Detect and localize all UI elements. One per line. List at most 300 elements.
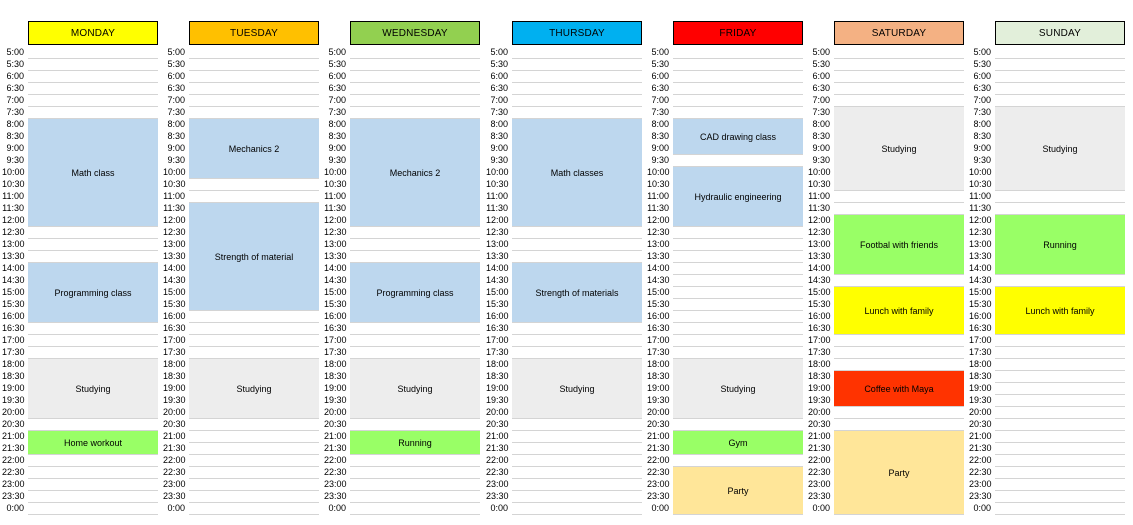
time-label: 9:00 [6, 143, 24, 153]
time-label: 15:00 [2, 287, 25, 297]
grid-line [995, 358, 1125, 359]
grid-line [834, 70, 964, 71]
grid-line [673, 238, 803, 239]
grid-line [995, 478, 1125, 479]
time-label: 8:30 [328, 131, 346, 141]
grid-line [673, 418, 803, 419]
event-title: Studying [75, 383, 111, 394]
grid-line [673, 514, 803, 515]
time-label: 23:00 [324, 479, 347, 489]
event-block[interactable] [512, 359, 642, 418]
grid-line [350, 94, 480, 95]
time-label: 14:00 [808, 263, 831, 273]
grid-line [28, 454, 158, 455]
grid-line [189, 478, 319, 479]
grid-line [28, 514, 158, 515]
grid-line [350, 454, 480, 455]
grid-line [673, 58, 803, 59]
grid-line [995, 58, 1125, 59]
time-label: 12:30 [163, 227, 186, 237]
time-label: 6:00 [651, 71, 669, 81]
grid-line [512, 502, 642, 503]
grid-line [995, 430, 1125, 431]
time-label: 13:30 [486, 251, 509, 261]
time-label: 7:30 [651, 107, 669, 117]
time-label: 15:00 [486, 287, 509, 297]
grid-line [350, 322, 480, 323]
time-label: 10:00 [163, 167, 186, 177]
time-label: 5:30 [490, 59, 508, 69]
time-label: 11:30 [2, 203, 24, 213]
time-label: 11:00 [163, 191, 185, 201]
event-title: Math class [71, 167, 115, 178]
time-label: 12:00 [647, 215, 670, 225]
time-label: 12:30 [324, 227, 347, 237]
grid-line [995, 418, 1125, 419]
time-label: 18:30 [647, 371, 670, 381]
time-label: 22:30 [2, 467, 25, 477]
time-label: 22:00 [647, 455, 670, 465]
event-block[interactable] [995, 107, 1125, 190]
time-label: 10:00 [2, 167, 25, 177]
event-block[interactable] [512, 119, 642, 226]
time-label: 20:30 [647, 419, 670, 429]
time-label: 15:00 [647, 287, 670, 297]
event-title: Strength of material [214, 251, 294, 262]
event-title: Party [888, 467, 910, 478]
time-label: 16:30 [808, 323, 831, 333]
time-label: 15:30 [2, 299, 25, 309]
time-label: 16:30 [486, 323, 509, 333]
time-label: 6:00 [167, 71, 185, 81]
time-label: 16:00 [324, 311, 347, 321]
time-label: 17:30 [969, 347, 992, 357]
grid-line [189, 466, 319, 467]
grid-line [189, 454, 319, 455]
time-label: 6:30 [167, 83, 185, 93]
time-label: 5:00 [167, 47, 185, 57]
day-header-sunday: SUNDAY [995, 21, 1125, 45]
event-title: CAD drawing class [699, 131, 777, 142]
grid-line [512, 226, 642, 227]
time-label: 17:30 [324, 347, 347, 357]
grid-line [512, 250, 642, 251]
time-label: 7:00 [167, 95, 185, 105]
time-label: 17:00 [969, 335, 992, 345]
time-label: 23:00 [647, 479, 670, 489]
time-label: 5:30 [651, 59, 669, 69]
time-label: 7:00 [328, 95, 346, 105]
grid-line [512, 106, 642, 107]
time-label: 14:30 [808, 275, 831, 285]
grid-line [834, 274, 964, 275]
grid-line [512, 430, 642, 431]
time-label: 16:00 [969, 311, 992, 321]
time-label: 19:00 [163, 383, 186, 393]
time-label: 14:00 [969, 263, 992, 273]
time-label: 10:30 [808, 179, 831, 189]
time-label: 21:30 [324, 443, 347, 453]
event-block[interactable] [189, 359, 319, 418]
time-label: 18:30 [486, 371, 509, 381]
time-label: 22:30 [969, 467, 992, 477]
time-label: 19:00 [969, 383, 992, 393]
time-label: 6:30 [328, 83, 346, 93]
time-label: 9:30 [973, 155, 991, 165]
time-label: 5:00 [812, 47, 830, 57]
time-label: 9:30 [651, 155, 669, 165]
time-label: 9:30 [328, 155, 346, 165]
grid-line [28, 334, 158, 335]
grid-line [28, 58, 158, 59]
grid-line [834, 334, 964, 335]
time-label: 11:00 [2, 191, 24, 201]
time-label: 7:30 [973, 107, 991, 117]
time-label: 18:30 [163, 371, 186, 381]
grid-line [834, 82, 964, 83]
grid-line [512, 346, 642, 347]
time-label: 10:00 [969, 167, 992, 177]
grid-line [512, 490, 642, 491]
time-label: 9:00 [167, 143, 185, 153]
time-label: 17:30 [647, 347, 670, 357]
time-label: 10:30 [2, 179, 25, 189]
time-label: 16:30 [324, 323, 347, 333]
grid-line [350, 82, 480, 83]
time-label: 0:00 [167, 503, 185, 513]
time-label: 21:00 [324, 431, 347, 441]
event-block[interactable] [189, 119, 319, 178]
time-label: 21:00 [808, 431, 831, 441]
time-label: 18:30 [2, 371, 25, 381]
time-label: 6:00 [490, 71, 508, 81]
grid-line [28, 82, 158, 83]
grid-line [512, 514, 642, 515]
grid-line [512, 442, 642, 443]
grid-line [673, 310, 803, 311]
time-label: 21:30 [647, 443, 670, 453]
time-label: 7:00 [812, 95, 830, 105]
grid-line [834, 406, 964, 407]
event-block[interactable] [673, 119, 803, 154]
event-block[interactable] [673, 359, 803, 418]
event-block[interactable] [673, 467, 803, 514]
time-label: 17:30 [2, 347, 25, 357]
time-label: 13:30 [324, 251, 347, 261]
time-label: 10:30 [486, 179, 509, 189]
grid-line [189, 322, 319, 323]
grid-line [834, 418, 964, 419]
time-label: 20:30 [486, 419, 509, 429]
grid-line [673, 298, 803, 299]
grid-line [995, 334, 1125, 335]
time-label: 16:00 [2, 311, 25, 321]
time-label: 6:30 [490, 83, 508, 93]
time-label: 8:30 [651, 131, 669, 141]
grid-line [189, 106, 319, 107]
time-label: 5:30 [167, 59, 185, 69]
event-title: Studying [236, 383, 272, 394]
time-label: 21:30 [486, 443, 509, 453]
time-label: 21:30 [808, 443, 831, 453]
grid-line [28, 322, 158, 323]
time-label: 20:00 [486, 407, 509, 417]
event-block[interactable] [350, 431, 480, 454]
time-label: 11:30 [163, 203, 185, 213]
grid-line [995, 70, 1125, 71]
event-block[interactable] [28, 431, 158, 454]
time-label: 0:00 [973, 503, 991, 513]
time-label: 18:30 [324, 371, 347, 381]
time-label: 15:00 [969, 287, 992, 297]
grid-line [995, 406, 1125, 407]
time-label: 23:00 [969, 479, 992, 489]
grid-line [512, 454, 642, 455]
time-label: 5:00 [651, 47, 669, 57]
time-label: 8:00 [973, 119, 991, 129]
time-label: 22:30 [163, 467, 186, 477]
grid-line [28, 490, 158, 491]
event-block[interactable] [834, 215, 964, 274]
time-label: 0:00 [812, 503, 830, 513]
event-title: Running [398, 437, 432, 448]
grid-line [28, 478, 158, 479]
event-block[interactable] [995, 287, 1125, 334]
time-label: 11:00 [808, 191, 830, 201]
time-label: 16:30 [2, 323, 25, 333]
event-block[interactable] [834, 431, 964, 514]
time-label: 6:00 [973, 71, 991, 81]
event-block[interactable] [834, 287, 964, 334]
grid-line [995, 454, 1125, 455]
grid-line [350, 238, 480, 239]
grid-line [834, 358, 964, 359]
grid-line [189, 346, 319, 347]
time-label: 21:30 [969, 443, 992, 453]
time-label: 15:30 [647, 299, 670, 309]
time-label: 14:30 [486, 275, 509, 285]
time-label: 18:30 [808, 371, 831, 381]
event-title: Lunch with family [864, 305, 934, 316]
time-label: 20:00 [163, 407, 186, 417]
time-label: 18:00 [486, 359, 509, 369]
grid-line [995, 382, 1125, 383]
grid-line [350, 70, 480, 71]
grid-line [995, 82, 1125, 83]
time-label: 22:00 [2, 455, 25, 465]
grid-line [189, 490, 319, 491]
event-title: Studying [397, 383, 433, 394]
time-label: 20:30 [969, 419, 992, 429]
time-label: 23:00 [808, 479, 831, 489]
grid-line [995, 514, 1125, 515]
time-label: 23:30 [969, 491, 992, 501]
event-title: Programming class [54, 287, 132, 298]
time-label: 20:00 [969, 407, 992, 417]
event-block[interactable] [28, 359, 158, 418]
event-title: Mechanics 2 [389, 167, 441, 178]
grid-line [673, 262, 803, 263]
time-label: 11:30 [486, 203, 508, 213]
time-label: 0:00 [651, 503, 669, 513]
time-label: 5:00 [973, 47, 991, 57]
time-label: 8:00 [328, 119, 346, 129]
time-label: 18:30 [969, 371, 992, 381]
time-label: 10:00 [324, 167, 347, 177]
time-label: 21:00 [969, 431, 992, 441]
grid-line [350, 478, 480, 479]
time-label: 11:30 [647, 203, 669, 213]
grid-line [189, 190, 319, 191]
time-label: 18:00 [324, 359, 347, 369]
time-label: 19:30 [647, 395, 670, 405]
day-header-saturday: SATURDAY [834, 21, 964, 45]
time-label: 13:00 [2, 239, 25, 249]
time-label: 8:00 [651, 119, 669, 129]
grid-line [28, 502, 158, 503]
time-label: 20:00 [647, 407, 670, 417]
grid-line [189, 94, 319, 95]
time-label: 19:00 [324, 383, 347, 393]
time-label: 14:00 [647, 263, 670, 273]
time-label: 9:00 [328, 143, 346, 153]
time-label: 16:00 [163, 311, 186, 321]
time-label: 6:30 [651, 83, 669, 93]
grid-line [512, 70, 642, 71]
event-block[interactable] [189, 203, 319, 310]
event-block[interactable] [834, 371, 964, 406]
event-block[interactable] [834, 107, 964, 190]
grid-line [995, 94, 1125, 95]
time-label: 20:30 [808, 419, 831, 429]
grid-line [350, 418, 480, 419]
event-title: Running [1043, 239, 1077, 250]
time-label: 10:00 [647, 167, 670, 177]
grid-line [350, 502, 480, 503]
time-label: 10:00 [808, 167, 831, 177]
time-label: 23:00 [486, 479, 509, 489]
event-block[interactable] [350, 119, 480, 226]
time-label: 22:00 [808, 455, 831, 465]
event-block[interactable] [673, 167, 803, 226]
grid-line [512, 418, 642, 419]
time-label: 7:30 [812, 107, 830, 117]
grid-line [350, 106, 480, 107]
time-label: 15:00 [163, 287, 186, 297]
time-label: 14:00 [486, 263, 509, 273]
time-label: 9:00 [490, 143, 508, 153]
time-label: 15:30 [808, 299, 831, 309]
time-label: 5:00 [6, 47, 24, 57]
time-label: 7:00 [490, 95, 508, 105]
time-label: 9:00 [812, 143, 830, 153]
time-label: 17:00 [808, 335, 831, 345]
time-label: 17:30 [486, 347, 509, 357]
time-label: 8:00 [6, 119, 24, 129]
time-label: 19:00 [2, 383, 25, 393]
time-label: 15:30 [324, 299, 347, 309]
time-label: 16:00 [647, 311, 670, 321]
time-label: 6:30 [973, 83, 991, 93]
grid-line [189, 334, 319, 335]
time-label: 14:30 [324, 275, 347, 285]
grid-line [512, 466, 642, 467]
grid-line [350, 250, 480, 251]
time-label: 22:00 [324, 455, 347, 465]
event-block[interactable] [350, 359, 480, 418]
grid-line [673, 154, 803, 155]
time-label: 22:30 [486, 467, 509, 477]
event-block[interactable] [995, 215, 1125, 274]
time-label: 7:00 [651, 95, 669, 105]
time-label: 20:00 [2, 407, 25, 417]
grid-line [673, 454, 803, 455]
time-label: 9:00 [651, 143, 669, 153]
event-block[interactable] [512, 263, 642, 322]
grid-line [28, 250, 158, 251]
event-title: Math classes [550, 167, 604, 178]
event-title: Studying [881, 143, 917, 154]
time-label: 18:00 [969, 359, 992, 369]
grid-line [189, 430, 319, 431]
grid-line [673, 70, 803, 71]
time-label: 13:30 [647, 251, 670, 261]
time-label: 23:00 [2, 479, 25, 489]
event-block[interactable] [673, 431, 803, 454]
time-label: 13:30 [163, 251, 186, 261]
grid-line [995, 274, 1125, 275]
time-label: 11:30 [324, 203, 346, 213]
time-label: 9:30 [812, 155, 830, 165]
time-label: 9:30 [167, 155, 185, 165]
time-label: 12:30 [647, 227, 670, 237]
grid-line [28, 466, 158, 467]
grid-line [189, 442, 319, 443]
event-title: Studying [559, 383, 595, 394]
time-label: 6:30 [812, 83, 830, 93]
time-label: 8:00 [812, 119, 830, 129]
event-block[interactable] [28, 263, 158, 322]
time-label: 15:00 [808, 287, 831, 297]
event-title: Programming class [376, 287, 454, 298]
time-label: 22:30 [808, 467, 831, 477]
time-label: 11:30 [969, 203, 991, 213]
time-label: 10:30 [647, 179, 670, 189]
time-label: 9:00 [973, 143, 991, 153]
grid-line [28, 238, 158, 239]
time-label: 17:30 [808, 347, 831, 357]
day-header-thursday: THURSDAY [512, 21, 642, 45]
time-label: 5:30 [812, 59, 830, 69]
time-label: 5:30 [6, 59, 24, 69]
grid-line [512, 322, 642, 323]
event-block[interactable] [350, 263, 480, 322]
time-label: 13:00 [163, 239, 186, 249]
time-label: 19:00 [486, 383, 509, 393]
time-label: 6:00 [812, 71, 830, 81]
grid-line [995, 394, 1125, 395]
time-label: 13:00 [486, 239, 509, 249]
event-title: Party [727, 485, 749, 496]
time-label: 17:30 [163, 347, 186, 357]
time-label: 14:00 [2, 263, 25, 273]
day-header-tuesday: TUESDAY [189, 21, 319, 45]
time-label: 14:30 [969, 275, 992, 285]
grid-line [350, 490, 480, 491]
time-label: 23:30 [324, 491, 347, 501]
event-block[interactable] [28, 119, 158, 226]
time-label: 19:30 [808, 395, 831, 405]
